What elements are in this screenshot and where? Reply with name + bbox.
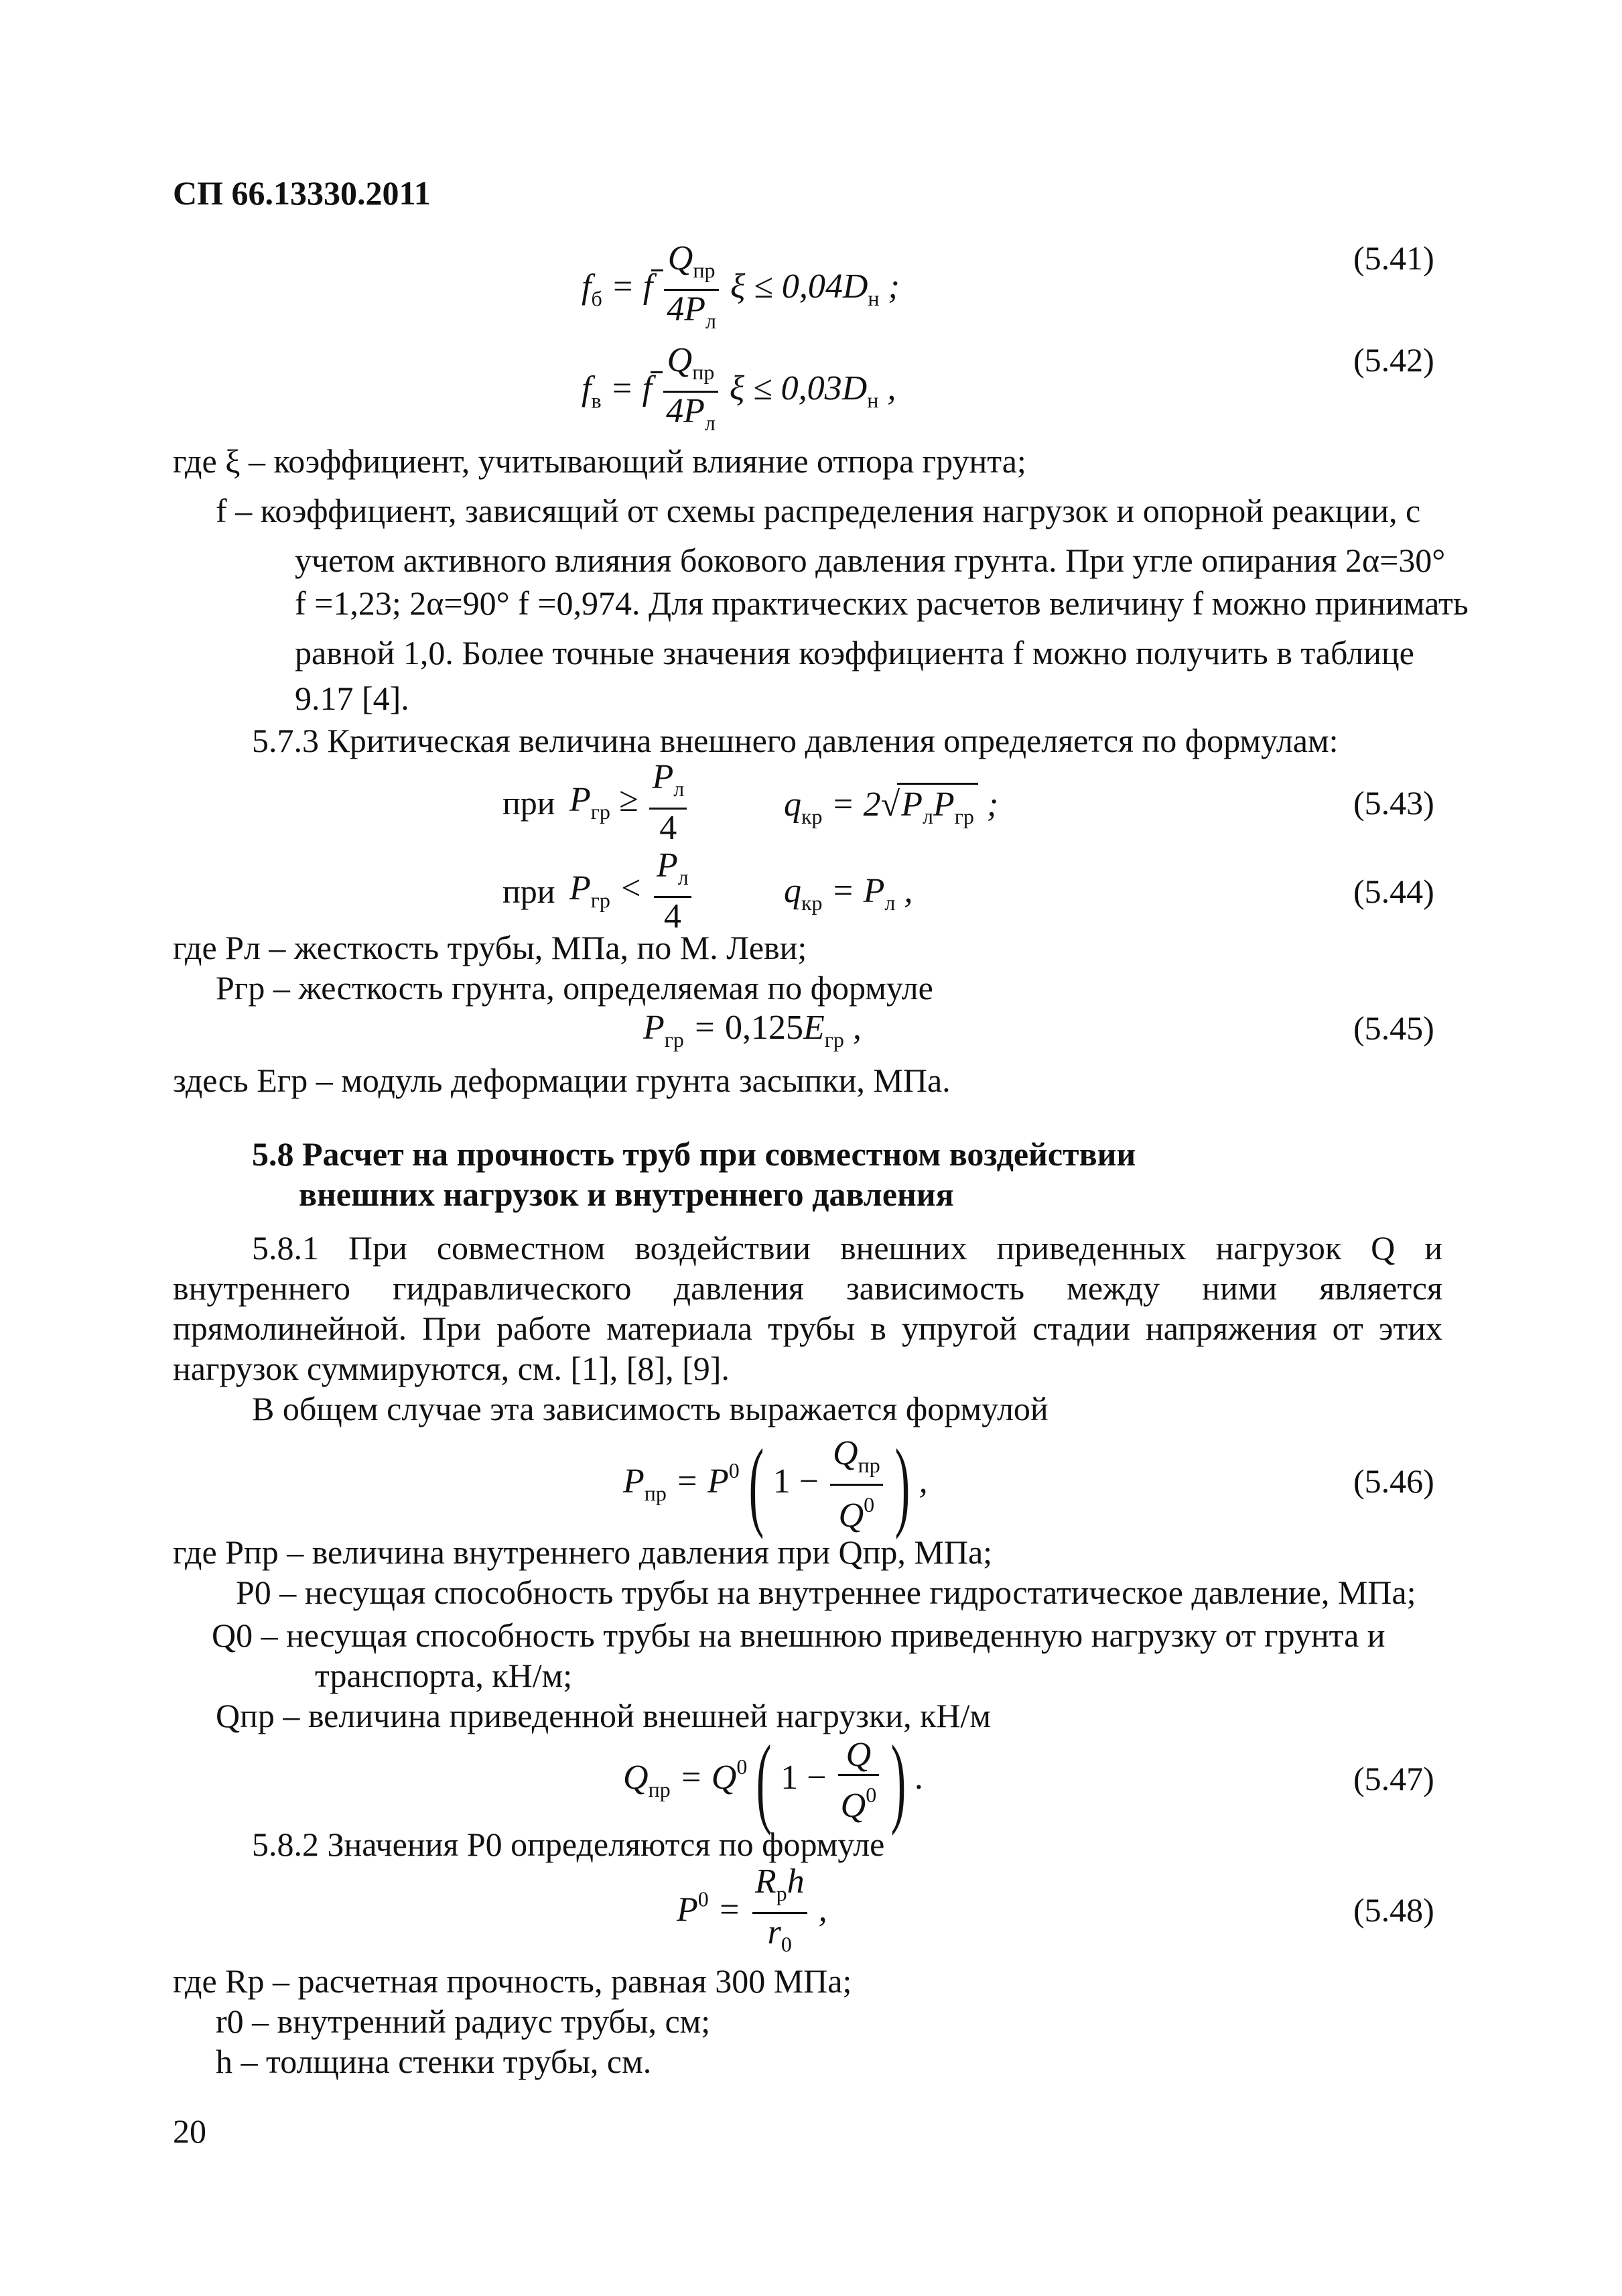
definition-line: Qпр – величина приведенной внешней нагрузки, кН/м bbox=[216, 1697, 992, 1734]
equation-number: (5.47) bbox=[1353, 1760, 1434, 1797]
equation-number: (5.41) bbox=[1353, 239, 1434, 277]
paragraph-5-7-3: 5.7.3 Критическая величина внешнего давления определяется по формулам: bbox=[252, 722, 1339, 759]
definition-line: Q0 – несущая способность трубы на внешнюю приведенную нагрузку от грунта и bbox=[212, 1616, 1386, 1654]
definition-line: где Rр – расчетная прочность, равная 300 МПа; bbox=[173, 1962, 852, 2000]
section-heading: 5.8 Расчет на прочность труб при совместном воздействии bbox=[252, 1135, 1136, 1173]
equation-5-44: $q_{кр} = P_л$ , bbox=[784, 872, 913, 915]
section-heading: внешних нагрузок и внутреннего давления bbox=[299, 1175, 954, 1213]
definition-line: P0 – несущая способность трубы на внутреннее гидростатическое давление, МПа; bbox=[236, 1574, 1416, 1611]
paragraph-5-8-2: 5.8.2 Значения P0 определяются по формуле bbox=[252, 1826, 885, 1863]
condition-5-43: $P_{гр}$ ≥ $\frac{P_л}{4}$ bbox=[569, 759, 689, 847]
equation-5-43: $q_{кр} = 2√P_лP_{гр}$ ; bbox=[784, 783, 998, 836]
equation-number: (5.48) bbox=[1353, 1891, 1434, 1929]
equation-5-41: $f_б = f$ $\frac{Q_{пр}}{4P_л}$ $\xi \le 0,04D_н$ ; bbox=[582, 239, 900, 333]
equation-number: (5.46) bbox=[1353, 1462, 1434, 1500]
definition-line: транспорта, кН/м; bbox=[315, 1657, 573, 1694]
paragraph-line: нагрузок суммируются, см. [1], [8], [9]. bbox=[173, 1350, 730, 1387]
condition-5-44: $P_{гр}$ < $\frac{P_л}{4}$ bbox=[569, 847, 694, 936]
definition-line: равной 1,0. Более точные значения коэффициента f можно получить в таблице bbox=[295, 634, 1414, 672]
equation-number: (5.42) bbox=[1353, 341, 1434, 379]
definition-line: где Pпр – величина внутреннего давления при Qпр, МПа; bbox=[173, 1533, 993, 1571]
definition-line: где ξ – коэффициент, учитывающий влияние отпора грунта; bbox=[173, 442, 1026, 480]
paragraph-line: прямолинейной. При работе материала трубы в упругой стадии напряжения от этих bbox=[173, 1310, 1442, 1347]
definition-line: h – толщина стенки трубы, см. bbox=[216, 2043, 652, 2080]
definition-line: Pгр – жесткость грунта, определяемая по формуле bbox=[216, 969, 933, 1007]
paragraph-line: 5.8.1 При совместном воздействии внешних приведенных нагрузок Q и bbox=[252, 1229, 1442, 1267]
condition-label: при bbox=[502, 784, 555, 822]
condition-label: при bbox=[502, 873, 555, 910]
paragraph-line: внутреннего гидравлического давления зависимость между ними является bbox=[173, 1269, 1442, 1307]
equation-5-42: $f_в = f$ $\frac{Q_{пр}}{4P_л}$ $\xi \le 0,03D_н$ , bbox=[582, 341, 896, 435]
document-code: СП 66.13330.2011 bbox=[173, 174, 431, 212]
definition-line: f =1,23; 2α=90° f =0,974. Для практических расчетов величину f можно принимать bbox=[295, 584, 1469, 622]
equation-5-45: $P_{гр} = 0,125E_{гр}$ , bbox=[643, 1009, 862, 1051]
paragraph-line: В общем случае эта зависимость выражается формулой bbox=[252, 1390, 1049, 1427]
equation-5-46: $P_{пр} = P^0$( 1 − $\frac{Q_{пр}}{Q^0}$ ) , bbox=[623, 1429, 928, 1540]
definition-line: f – коэффициент, зависящий от схемы распределения нагрузок и опорной реакции, с bbox=[216, 492, 1421, 529]
definition-line: здесь Eгр – модуль деформации грунта засыпки, МПа. bbox=[173, 1062, 951, 1099]
definition-line: r0 – внутренний радиус трубы, см; bbox=[216, 2002, 711, 2040]
page-number: 20 bbox=[173, 2112, 206, 2150]
equation-5-47: $Q_{пр} = Q^0$( 1 − $\frac{Q}{Q^0}$ ) . bbox=[623, 1725, 925, 1836]
equation-number: (5.43) bbox=[1353, 784, 1434, 822]
equation-5-48: $P^0$ = $\frac{R_рh}{r_0}$ , bbox=[677, 1862, 827, 1956]
equation-number: (5.45) bbox=[1353, 1009, 1434, 1047]
equation-number: (5.44) bbox=[1353, 873, 1434, 910]
definition-line: учетом активного влияния бокового давления грунта. При угле опирания 2α=30° bbox=[295, 541, 1446, 579]
definition-line: 9.17 [4]. bbox=[295, 680, 409, 717]
definition-line: где Pл – жесткость трубы, МПа, по М. Леви; bbox=[173, 929, 807, 966]
